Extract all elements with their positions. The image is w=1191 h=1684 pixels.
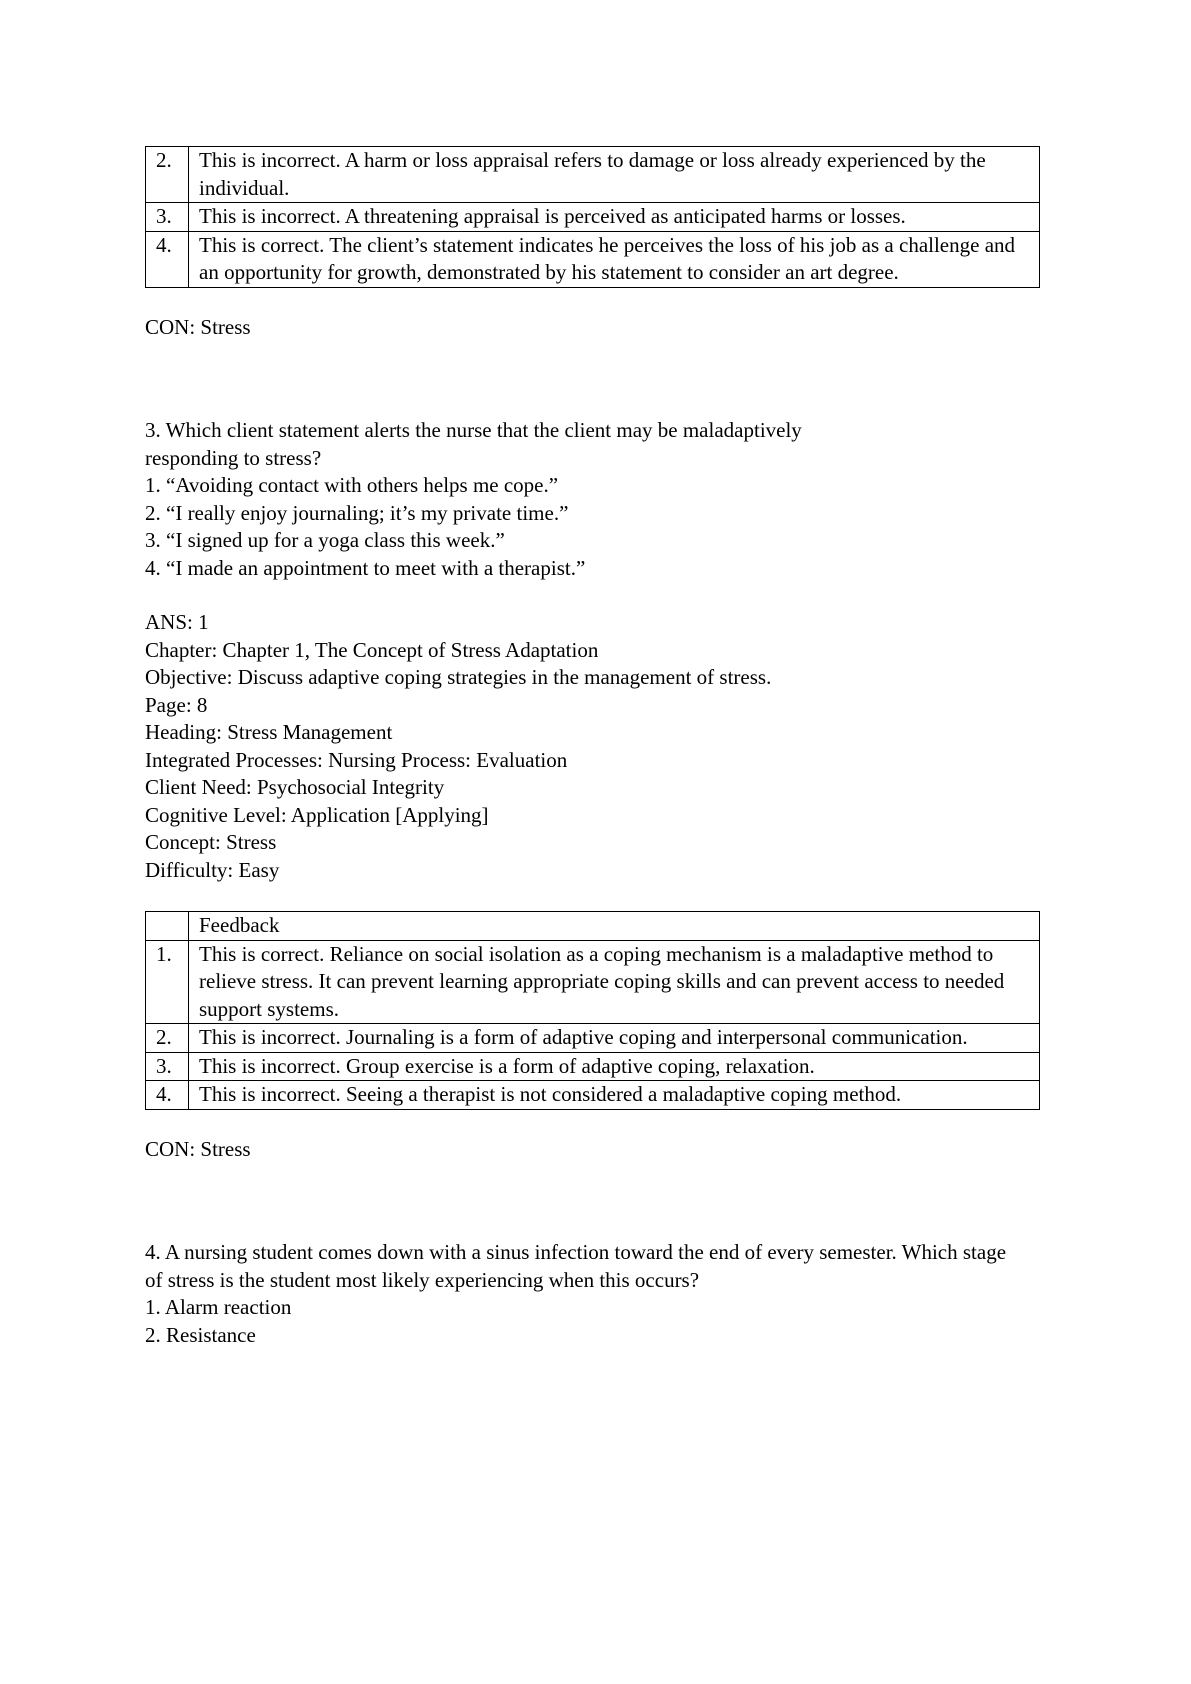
q3-page: Page: 8 xyxy=(145,692,208,717)
row-number: 3. xyxy=(146,203,189,232)
q3-objective: Objective: Discuss adaptive coping strategies in the management of stress. xyxy=(145,665,772,689)
row-text: This is incorrect. A harm or loss appraisal refers to damage or loss already experienced by the individual. xyxy=(189,147,1040,203)
row-number: 3. xyxy=(146,1052,189,1081)
header-number-cell xyxy=(146,912,189,941)
table-row xyxy=(146,1081,1040,1110)
table-header-row xyxy=(146,912,1040,941)
q3-heading: Heading: Stress Management xyxy=(145,720,393,744)
table-row xyxy=(146,147,1040,203)
q3-concept: Concept: Stress xyxy=(145,830,277,854)
q3-stem: 3. Which client statement alerts the nurse that the client may be maladaptively responding to stress? xyxy=(145,418,802,470)
table-row xyxy=(146,231,1040,287)
q3-concept-label: CON: Stress xyxy=(145,1136,251,1161)
row-text: This is incorrect. Seeing a therapist is not considered a maladaptive coping method. xyxy=(189,1081,1040,1110)
q2-feedback-table xyxy=(145,146,1040,288)
q3-option: 3. “I signed up for a yoga class this week.” xyxy=(145,528,505,552)
q2-concept-label: CON: Stress xyxy=(145,314,251,339)
row-text: This is correct. The client’s statement indicates he perceives the loss of his job as a challenge and an opportunity for growth, demonstrated by his statement to consider an art degree. xyxy=(189,231,1040,287)
q3-option: 4. “I made an appointment to meet with a therapist.” xyxy=(145,555,586,580)
q3-chapter: Chapter: Chapter 1, The Concept of Stress Adaptation xyxy=(145,637,599,662)
row-number: 4. xyxy=(146,1081,189,1110)
feedback-header: Feedback xyxy=(189,912,1040,941)
row-number: 2. xyxy=(146,1024,189,1053)
row-number: 2. xyxy=(146,147,189,203)
q4-block xyxy=(145,1239,1040,1349)
q4-option: 1. Alarm reaction xyxy=(145,1295,292,1319)
row-number: 1. xyxy=(146,940,189,1024)
q3-integrated-processes: Integrated Processes: Nursing Process: Evaluation xyxy=(145,747,568,772)
row-text: This is incorrect. A threatening appraisal is perceived as anticipated harms or losses. xyxy=(189,203,1040,232)
q3-block xyxy=(145,417,1040,1163)
q3-option: 2. “I really enjoy journaling; it’s my private time.” xyxy=(145,500,569,525)
row-number: 4. xyxy=(146,231,189,287)
document-page xyxy=(145,146,1040,1349)
q3-client-need: Client Need: Psychosocial Integrity xyxy=(145,775,445,799)
table-row xyxy=(146,940,1040,1024)
row-text: This is correct. Reliance on social isolation as a coping mechanism is a maladaptive method to relieve stress. It can prevent learning appropriate coping skills and can prevent access to needed support systems. xyxy=(189,940,1040,1024)
table-row xyxy=(146,1024,1040,1053)
q3-answer: ANS: 1 xyxy=(145,610,209,634)
q3-option: 1. “Avoiding contact with others helps me cope.” xyxy=(145,473,559,497)
q4-option: 2. Resistance xyxy=(145,1322,256,1347)
table-row xyxy=(146,1052,1040,1081)
q3-feedback-table xyxy=(145,911,1040,1110)
q3-cognitive-level: Cognitive Level: Application [Applying] xyxy=(145,802,489,827)
table-row xyxy=(146,203,1040,232)
row-text: This is incorrect. Group exercise is a form of adaptive coping, relaxation. xyxy=(189,1052,1040,1081)
row-text: This is incorrect. Journaling is a form of adaptive coping and interpersonal communication. xyxy=(189,1024,1040,1053)
q4-stem: 4. A nursing student comes down with a sinus infection toward the end of every semester. Which stage of stress is the student most likely experiencing when this occurs? xyxy=(145,1240,1007,1292)
q3-difficulty: Difficulty: Easy xyxy=(145,857,280,882)
